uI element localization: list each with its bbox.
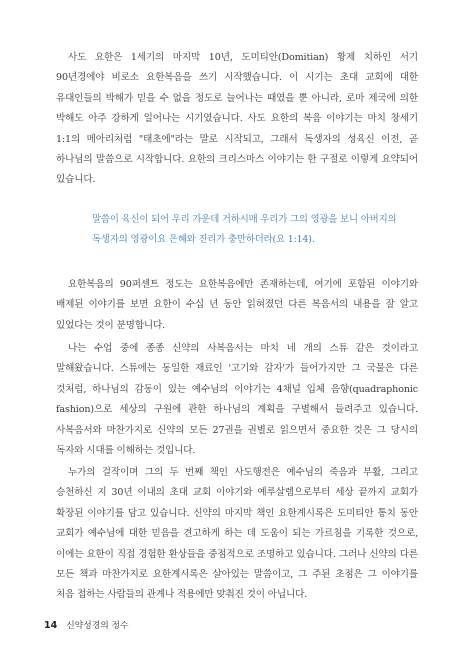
scripture-quote: 말씀이 육신이 되어 우리 가운데 거하시매 우리가 그의 영광을 보니 아버지의 독생자의 영광이요 은혜와 진리가 충만하더라(요 1:14). — [92, 214, 397, 246]
paragraph-four-gospels: 나는 수업 중에 종종 신약의 사복음서는 마치 네 개의 스튜 같은 것이라고 말해왔습니다. 스튜에는 동일한 재료인 '고기와 감자'가 들어가지만 그 국물은 다른 것처럼, 하나님의 감동이 있는 예수님의 이야기는 4채널 입체 음향(quadraphonic fashion)으로 세상의 구원에 관한 하나님의 계획을 구별해서 들려주고 있습니다. 사복음서와 마찬가지로 신약의 모든 27권을 권별로 읽으면서 중요한 것은 그 당시의 독자와 시대를 이해하는 것입니다. — [56, 343, 418, 457]
page-number: 14 — [44, 620, 58, 631]
paragraph-intro: 사도 요한은 1세기의 마지막 10년, 도미티안(Domitian) 황제 치하인 서기 90년경에야 비로소 요한복음을 쓰기 시작했습니다. 이 시기는 초대 교회에 대한 유대인들의 박해가 믿을 수 없을 정도로 늘어나는 때였을 뿐 아니라, 로마 제국에 의한 박해도 아주 강하게 일어나는 시기였습니다. 사도 요한의 복음 이야기는 마치 창세기 1:1의 메아리처럼 "태초에"라는 말로 시작되고, 그래서 독생자의 성육신 이전, 곧 하나님의 말씀으로 시작합니다. 요한의 크리스마스 이야기는 한 구절로 이렇게 요약되어 있습니다. — [56, 52, 418, 186]
running-title: 신약성경의 정수 — [66, 621, 129, 631]
paragraph-acts-revelation: 누가의 걸작이며 그의 두 번째 책인 사도행전은 예수님의 죽음과 부활, 그리고 승천하신 지 30년 이내의 초대 교회 이야기와 예루살렘으로부터 세상 끝까지 교회가 확장된 이야기를 담고 있습니다. 신약의 마지막 책인 요한계시록은 도미티안 통치 동안 교회가 예수님에 대한 믿음을 견고하게 하는 데 도움이 되는 가르침을 기록한 것으로, 이에는 요한이 직접 경험한 환상들을 중점적으로 조명하고 있습니다. 그러나 신약의 다른 모든 책과 마찬가지로 요한계시록은 살아있는 말씀이고, 그 주된 초점은 그 이야기를 처음 접하는 사람들의 관계나 적용에만 맞춰진 것이 아닙니다. — [56, 467, 418, 601]
page-footer — [44, 618, 129, 631]
paragraph-gospel-john: 요한복음의 90퍼센트 정도는 요한복음에만 존재하는데, 여기에 포함된 이야기와 배제된 이야기를 보면 요한이 수십 년 동안 읽혀졌던 다른 복음서의 내용을 잘 알고 있었다는 것이 분명합니다. — [56, 279, 418, 331]
